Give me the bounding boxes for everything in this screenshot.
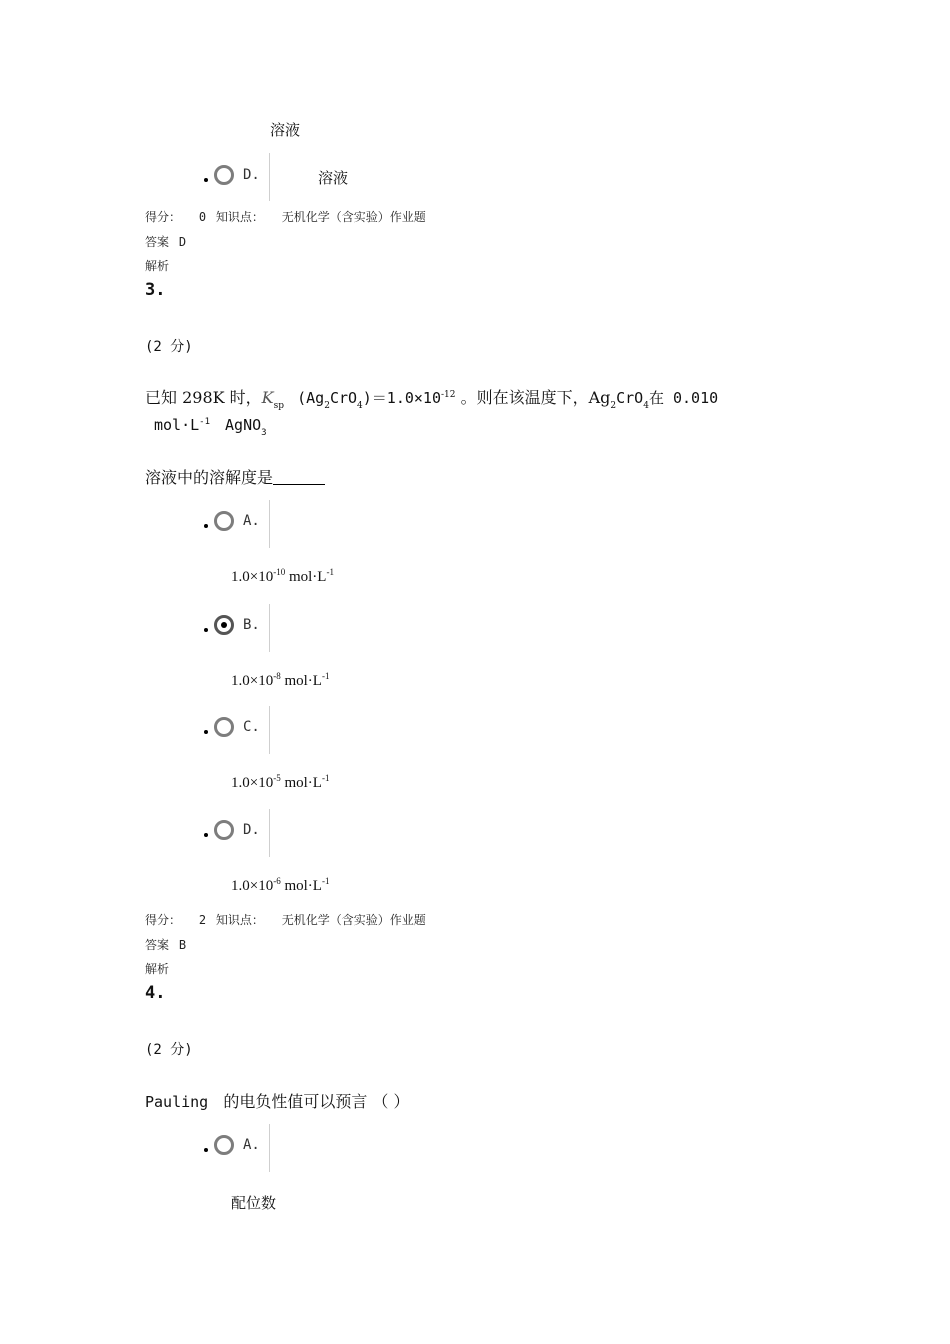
stem-sub: 3: [261, 428, 267, 438]
answer-label: 答案: [145, 938, 170, 952]
option-exp: -5: [273, 773, 281, 783]
stem-k-symbol: K: [261, 388, 274, 407]
option-letter: D.: [243, 167, 260, 183]
divider: [269, 1124, 270, 1172]
option-letter: A.: [243, 513, 260, 529]
radio-button-d[interactable]: [214, 820, 234, 840]
stem-text: CrO: [329, 389, 358, 407]
answer-value: D: [178, 235, 187, 249]
radio-button-a[interactable]: [214, 511, 234, 531]
option-value: 1.0×10: [231, 775, 274, 791]
stem-text: 在 0.010: [648, 389, 719, 407]
option-unit-exp: -1: [321, 773, 330, 783]
option-letter: A.: [243, 1137, 260, 1153]
option-value: 1.0×10: [231, 878, 274, 894]
divider: [269, 706, 270, 754]
score-line: [145, 208, 426, 225]
radio-selected-dot: [221, 622, 227, 628]
question-stem: [145, 1089, 410, 1112]
stem-text: 的电负性值可以预言 （ ）: [223, 1092, 410, 1111]
score-label: 得分：: [145, 210, 182, 224]
list-bullet: [204, 730, 208, 734]
stem-sub: 2: [610, 401, 617, 411]
option-text: [231, 673, 329, 690]
question-points: (2 分): [145, 339, 193, 355]
option-text: 配位数: [231, 1196, 277, 1212]
score-line: [145, 911, 426, 928]
option-exp: -8: [273, 671, 281, 681]
analysis-label: 解析: [145, 962, 170, 976]
option-text: 溶液: [318, 171, 349, 187]
list-bullet: [204, 833, 208, 837]
divider: [269, 500, 270, 548]
option-c-text-tail: 溶液: [270, 123, 301, 139]
topic-label: 知识点：: [215, 913, 264, 927]
stem-text: )＝1.0×10: [362, 389, 441, 407]
stem-text: 溶液中的溶解度是: [145, 468, 274, 487]
radio-button-b[interactable]: [214, 615, 234, 635]
radio-button-d[interactable]: [214, 165, 234, 185]
stem-sub: sp: [273, 401, 285, 411]
option-letter: C.: [243, 719, 260, 735]
stem-sub: 4: [357, 401, 363, 411]
divider: [269, 604, 270, 652]
option-unit: mol·L: [285, 569, 327, 585]
list-bullet: [204, 178, 208, 182]
question-stem-line1: [145, 385, 719, 411]
option-exp: -6: [273, 876, 281, 886]
option-unit: mol·L: [280, 878, 322, 894]
divider: [269, 809, 270, 857]
option-unit-exp: -1: [321, 671, 330, 681]
option-text: [231, 878, 329, 895]
score-value: 0: [198, 210, 207, 224]
stem-text: Pauling: [145, 1093, 209, 1111]
option-unit: mol·L: [280, 673, 322, 689]
answer-line: [145, 233, 186, 250]
option-unit-exp: -1: [321, 876, 330, 886]
topic-value: 无机化学（含实验）作业题: [281, 210, 426, 224]
topic-label: 知识点：: [215, 210, 264, 224]
question-number: 3.: [145, 280, 166, 300]
stem-text: (Ag: [297, 389, 325, 407]
option-value: 1.0×10: [231, 569, 274, 585]
radio-button-a[interactable]: [214, 1135, 234, 1155]
option-text: [231, 569, 334, 586]
option-text: [231, 775, 329, 792]
option-letter: D.: [243, 822, 260, 838]
option-unit-exp: -1: [326, 567, 334, 577]
stem-sup: -1: [199, 417, 210, 427]
answer-line: [145, 936, 186, 953]
list-bullet: [204, 1148, 208, 1152]
option-exp: -10: [273, 567, 286, 577]
answer-blank: [273, 470, 325, 485]
divider: [269, 153, 270, 201]
answer-value: B: [178, 938, 187, 952]
score-value: 2: [198, 913, 207, 927]
stem-text: 已知 298K 时，: [145, 388, 262, 407]
answer-label: 答案: [145, 235, 170, 249]
stem-text: CrO: [616, 389, 644, 407]
option-unit: mol·L: [280, 775, 322, 791]
option-letter: B.: [243, 617, 260, 633]
question-stem-line2: [154, 416, 267, 438]
stem-text: AgNO: [225, 416, 262, 434]
stem-text: 。则在该温度下，Ag: [460, 388, 611, 407]
stem-sup: -12: [440, 390, 456, 400]
stem-sub: 2: [324, 401, 330, 411]
option-value: 1.0×10: [231, 673, 274, 689]
question-points: (2 分): [145, 1042, 193, 1058]
radio-button-c[interactable]: [214, 717, 234, 737]
list-bullet: [204, 524, 208, 528]
list-bullet: [204, 628, 208, 632]
stem-text: mol·L: [154, 416, 200, 434]
question-number: 4.: [145, 983, 166, 1003]
stem-sub: 4: [643, 401, 649, 411]
question-stem-line3: [145, 465, 325, 488]
analysis-label: 解析: [145, 259, 170, 273]
score-label: 得分：: [145, 913, 182, 927]
topic-value: 无机化学（含实验）作业题: [281, 913, 426, 927]
